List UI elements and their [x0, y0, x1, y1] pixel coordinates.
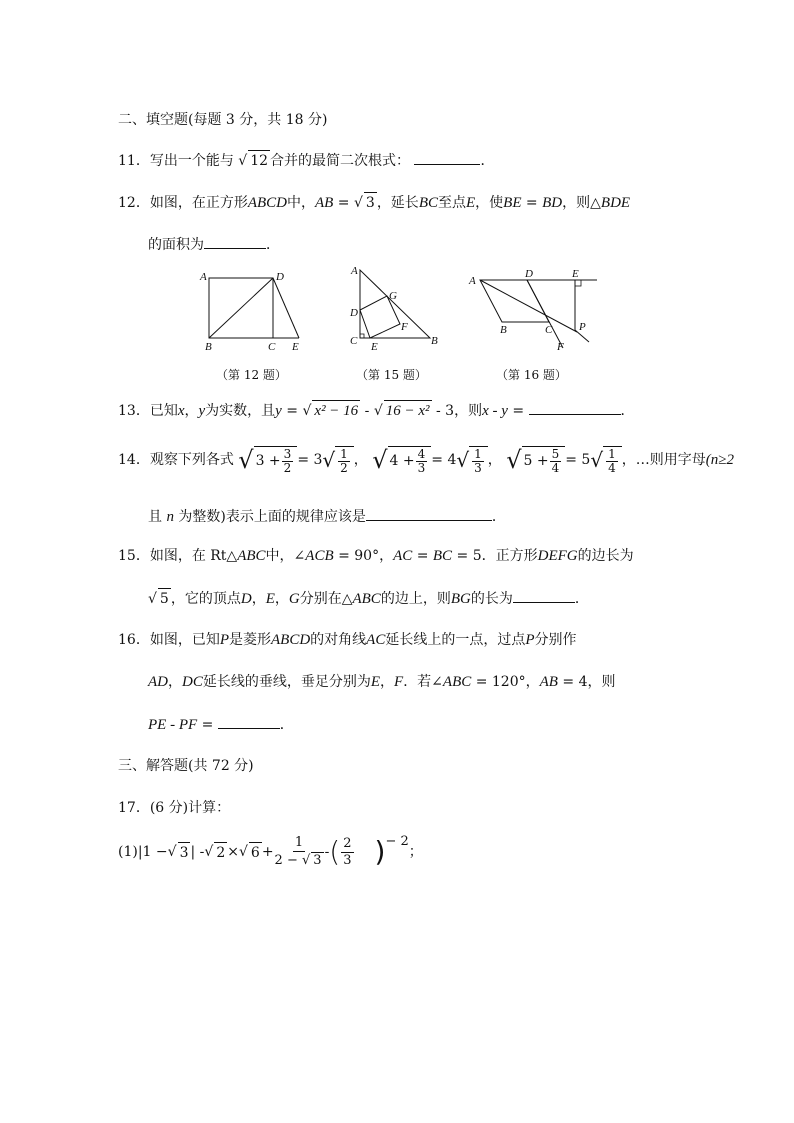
answer-blank [218, 714, 280, 729]
label-c: C [350, 335, 358, 347]
question-12-line2: 的面积为 ． [148, 234, 280, 255]
label-e: E [292, 341, 299, 353]
label-f: F [557, 341, 564, 353]
label-d: D [525, 268, 533, 280]
answer-blank [529, 400, 621, 415]
label-b: B [205, 341, 212, 353]
label-f: F [401, 321, 408, 333]
question-17-title: 17．(6 分)计算： [118, 800, 231, 816]
figure-12 [195, 268, 310, 358]
expr-2: √ 4 + $\frac{4}{3}$ [372, 446, 431, 475]
figure-16 [465, 262, 605, 357]
label-c: C [545, 324, 553, 336]
label-c: C [268, 341, 276, 353]
label-a: A [351, 265, 358, 277]
label-p: P [579, 321, 586, 333]
question-15-line2: √ 5 ，它的顶点D，E，G分别在△ABC的边上，则BG的长为 ． [148, 588, 589, 609]
expr-1: √ 3 + $\frac{3}{2}$ [238, 446, 297, 475]
label-d: D [276, 271, 284, 283]
label-a: A [469, 275, 476, 287]
caption-12: （第 12 题） [216, 368, 287, 382]
label-b: B [500, 324, 507, 336]
answer-blank [513, 588, 575, 603]
label-e: E [572, 268, 579, 280]
question-13: 13．已知x，y为实数，且y = √ x² − 16 - √ 16 − x² - 3，则x - y = ． [118, 400, 635, 421]
question-16-line3: PE - PF = ． [148, 714, 294, 735]
sqrt-12: 12 [248, 150, 270, 171]
section-2-title: 二、填空题(每题 3 分，共 18 分) [118, 112, 328, 128]
figure-15 [345, 262, 445, 352]
question-11: 11．写出一个能与 √ 12 合并的最简二次根式： ． [118, 150, 494, 171]
caption-16: （第 16 题） [496, 368, 567, 382]
question-16-line2: AD，DC延长线的垂线，垂足分别为E，F．若∠ABC = 120°，AB = 4，则 [148, 674, 616, 690]
question-17-part1: (1)|1 − √ 3 | - √ 2 × √ 6 + $\frac{1}{2 - √ 3}$ - ( $\frac{2}{3}$ ) $^{- 2}$ ； [118, 834, 423, 868]
label-g: G [389, 290, 397, 302]
answer-blank [366, 506, 492, 521]
expr-3: √ 5 + $\frac{5}{4}$ [506, 446, 565, 475]
answer-blank [414, 150, 480, 165]
question-14-line2: 且 n 为整数)表示上面的规律应该是 ． [148, 506, 506, 527]
right-paren: ) [374, 835, 386, 868]
left-paren: ( [329, 835, 341, 868]
label-d: D [350, 307, 358, 319]
label-b: B [431, 335, 438, 347]
label-e: E [371, 341, 378, 352]
fraction: $\frac{1}{2 - √ 3}$ [274, 835, 322, 868]
caption-15: （第 15 题） [356, 368, 427, 382]
q11-text: 11．写出一个能与 [118, 153, 234, 169]
question-14: 14．观察下列各式 √ 3 + $\frac{3}{2}$ = 3 √ $\frac{1}{2}$ ， √ 4 + $\frac{4}{3}$ = 4 √ $\frac{1}{3}$ ， √ 5 + $\frac{5}{4}$ = 5 √ $\frac{1}{4}$ ，…则用字母 (n≥2 [118, 446, 734, 475]
label-a: A [200, 271, 207, 283]
question-16: 16．如图，已知P是菱形ABCD的对角线AC延长线上的一点，过点P分别作 [118, 632, 577, 648]
answer-blank [204, 234, 266, 249]
section-3-title: 三、解答题(共 72 分) [118, 758, 254, 774]
question-12: 12．如图，在正方形ABCD中，AB = √ 3 ，延长BC至点E，使BE = BD，则△BDE [118, 192, 630, 213]
question-15: 15．如图，在 Rt△ABC中，∠ACB = 90°，AC = BC = 5．正方形DEFG的边长为 [118, 548, 634, 564]
